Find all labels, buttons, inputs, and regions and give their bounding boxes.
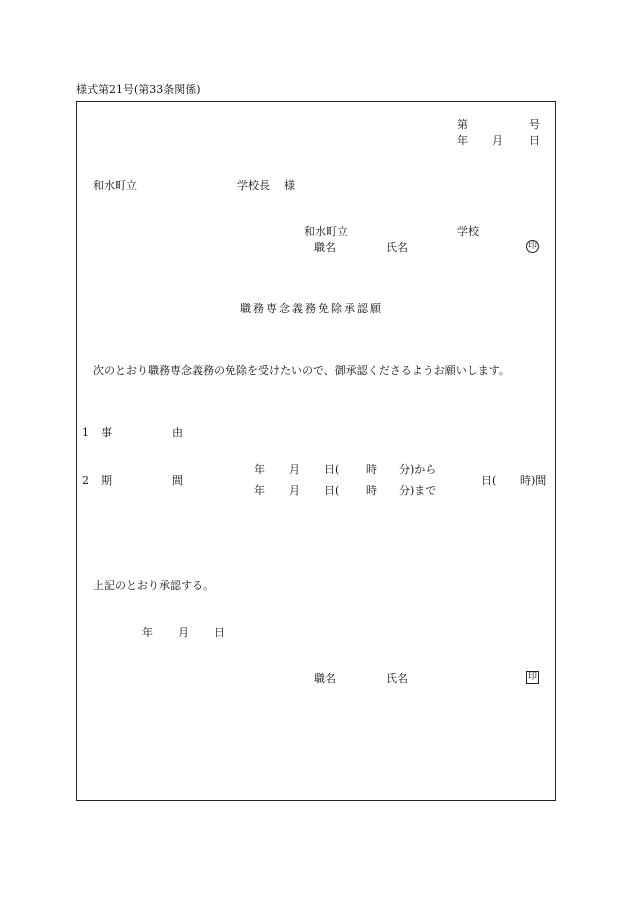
period-to-month: 月 [289,484,300,497]
approver-position: 職名 [314,672,336,685]
applicant-position: 職名 [314,241,336,254]
applicant-seal: 印 [527,241,537,251]
item-reason-label-a: 事 [101,426,112,439]
applicant-town: 和水町立 [304,225,348,238]
header-year: 年 [457,134,468,147]
document-title: 職務専念義務免除承認願 [240,302,383,315]
approval-day: 日 [214,626,225,639]
header-day: 日 [529,134,540,147]
item-reason-label-b: 由 [172,426,183,439]
approver-name: 氏名 [386,672,408,685]
addressee-honorific: 様 [284,179,295,192]
item-reason-number: 1 [82,426,89,439]
approval-text: 上記のとおり承認する。 [93,579,214,592]
applicant-school: 学校 [457,225,479,238]
period-from-year: 年 [254,463,265,476]
addressee-town: 和水町立 [93,179,137,192]
request-text: 次のとおり職務専念義務の免除を受けたいので、御承認くださるようお願いします。 [93,364,510,377]
form-number: 様式第21号(第33条関係) [76,83,201,96]
approval-year: 年 [142,626,153,639]
period-to-year: 年 [254,484,265,497]
form-frame [76,101,556,801]
approver-seal: 印 [527,672,537,682]
header-month: 月 [492,134,503,147]
period-to-day: 日( [324,484,340,497]
period-to-hour: 時 [366,484,377,497]
applicant-name: 氏名 [386,241,408,254]
period-duration-day: 日( [481,474,497,487]
doc-number-suffix: 号 [529,118,540,131]
period-to-minute: 分)まで [399,484,437,497]
period-from-minute: 分)から [399,463,437,476]
item-period-label-a: 期 [101,474,112,487]
period-from-hour: 時 [366,463,377,476]
addressee-principal: 学校長 [237,179,270,192]
period-duration-hour: 時)間 [520,474,547,487]
item-period-label-b: 間 [172,474,183,487]
item-period-number: 2 [82,474,89,487]
period-from-day: 日( [324,463,340,476]
approval-month: 月 [178,626,189,639]
doc-number-prefix: 第 [457,118,468,131]
period-from-month: 月 [289,463,300,476]
